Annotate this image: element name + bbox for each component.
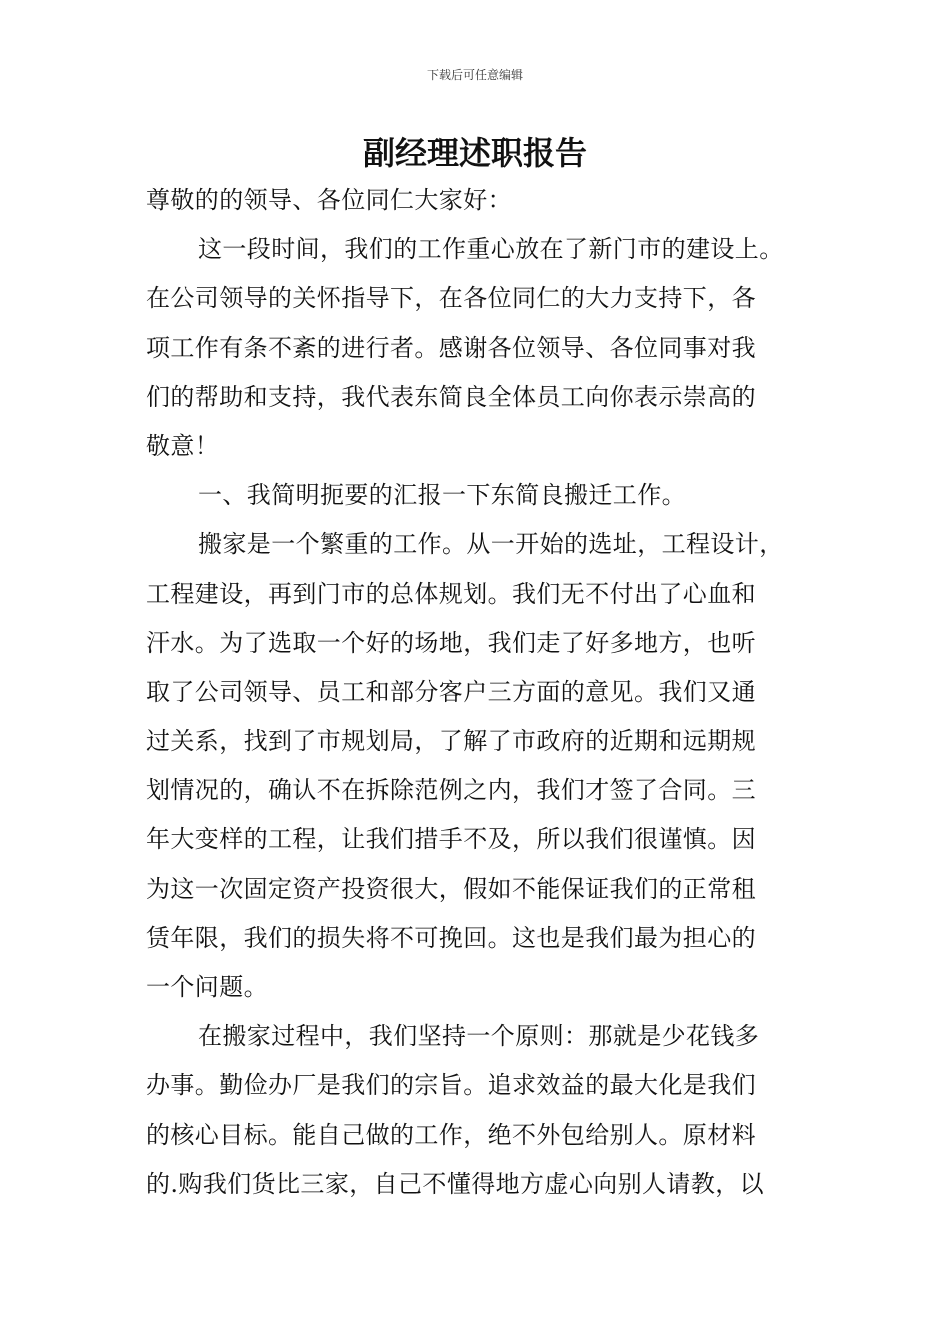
text-line: 尊敬的的领导、各位同仁大家好：	[146, 186, 512, 214]
document-body	[146, 176, 816, 1209]
text-line: 汗水。为了选取一个好的场地，我们走了好多地方，也听	[146, 628, 756, 657]
text-line: 一个问题。	[146, 973, 268, 1001]
paragraph-first-line: 一、我简明扼要的汇报一下东简良搬迁工作。	[198, 481, 686, 510]
text-line: 的核心目标。能自己做的工作，绝不外包给别人。原材料	[146, 1120, 756, 1149]
text-line: 取了公司领导、员工和部分客户三方面的意见。我们又通	[146, 677, 756, 706]
paragraph-first-line: 搬家是一个繁重的工作。从一开始的选址，工程设计，	[198, 530, 784, 559]
text-line: 年大变样的工程，让我们措手不及，所以我们很谨慎。因	[146, 825, 756, 854]
text-line: 敬意！	[146, 431, 220, 460]
text-line: 项工作有条不紊的进行者。感谢各位领导、各位同事对我	[146, 333, 756, 362]
text-line: 赁年限，我们的损失将不可挽回。这也是我们最为担心的	[146, 923, 756, 952]
paragraph-first-line: 在搬家过程中，我们坚持一个原则：那就是少花钱多	[198, 1022, 760, 1051]
document-title: 副经理述职报告	[362, 134, 587, 172]
text-line: 为这一次固定资产投资很大，假如不能保证我们的正常租	[146, 874, 756, 903]
paragraph-first-line: 这一段时间，我们的工作重心放在了新门市的建设上。	[198, 235, 784, 264]
text-line: 划情况的，确认不在拆除范例之内，我们才签了合同。三	[146, 776, 756, 805]
text-line: 在公司领导的关怀指导下，在各位同仁的大力支持下，各	[146, 284, 756, 313]
text-line: 办事。勤俭办厂是我们的宗旨。追求效益的最大化是我们	[146, 1071, 756, 1100]
text-line: 过关系，找到了市规划局，了解了市政府的近期和远期规	[146, 727, 756, 756]
text-line: 工程建设，再到门市的总体规划。我们无不付出了心血和	[146, 579, 756, 608]
page-header-note: 下载后可任意编辑	[426, 68, 523, 82]
text-line: 的.购我们货比三家，自己不懂得地方虚心向别人请教，以	[146, 1169, 765, 1198]
text-line: 们的帮助和支持，我代表东简良全体员工向你表示崇高的	[146, 382, 756, 411]
